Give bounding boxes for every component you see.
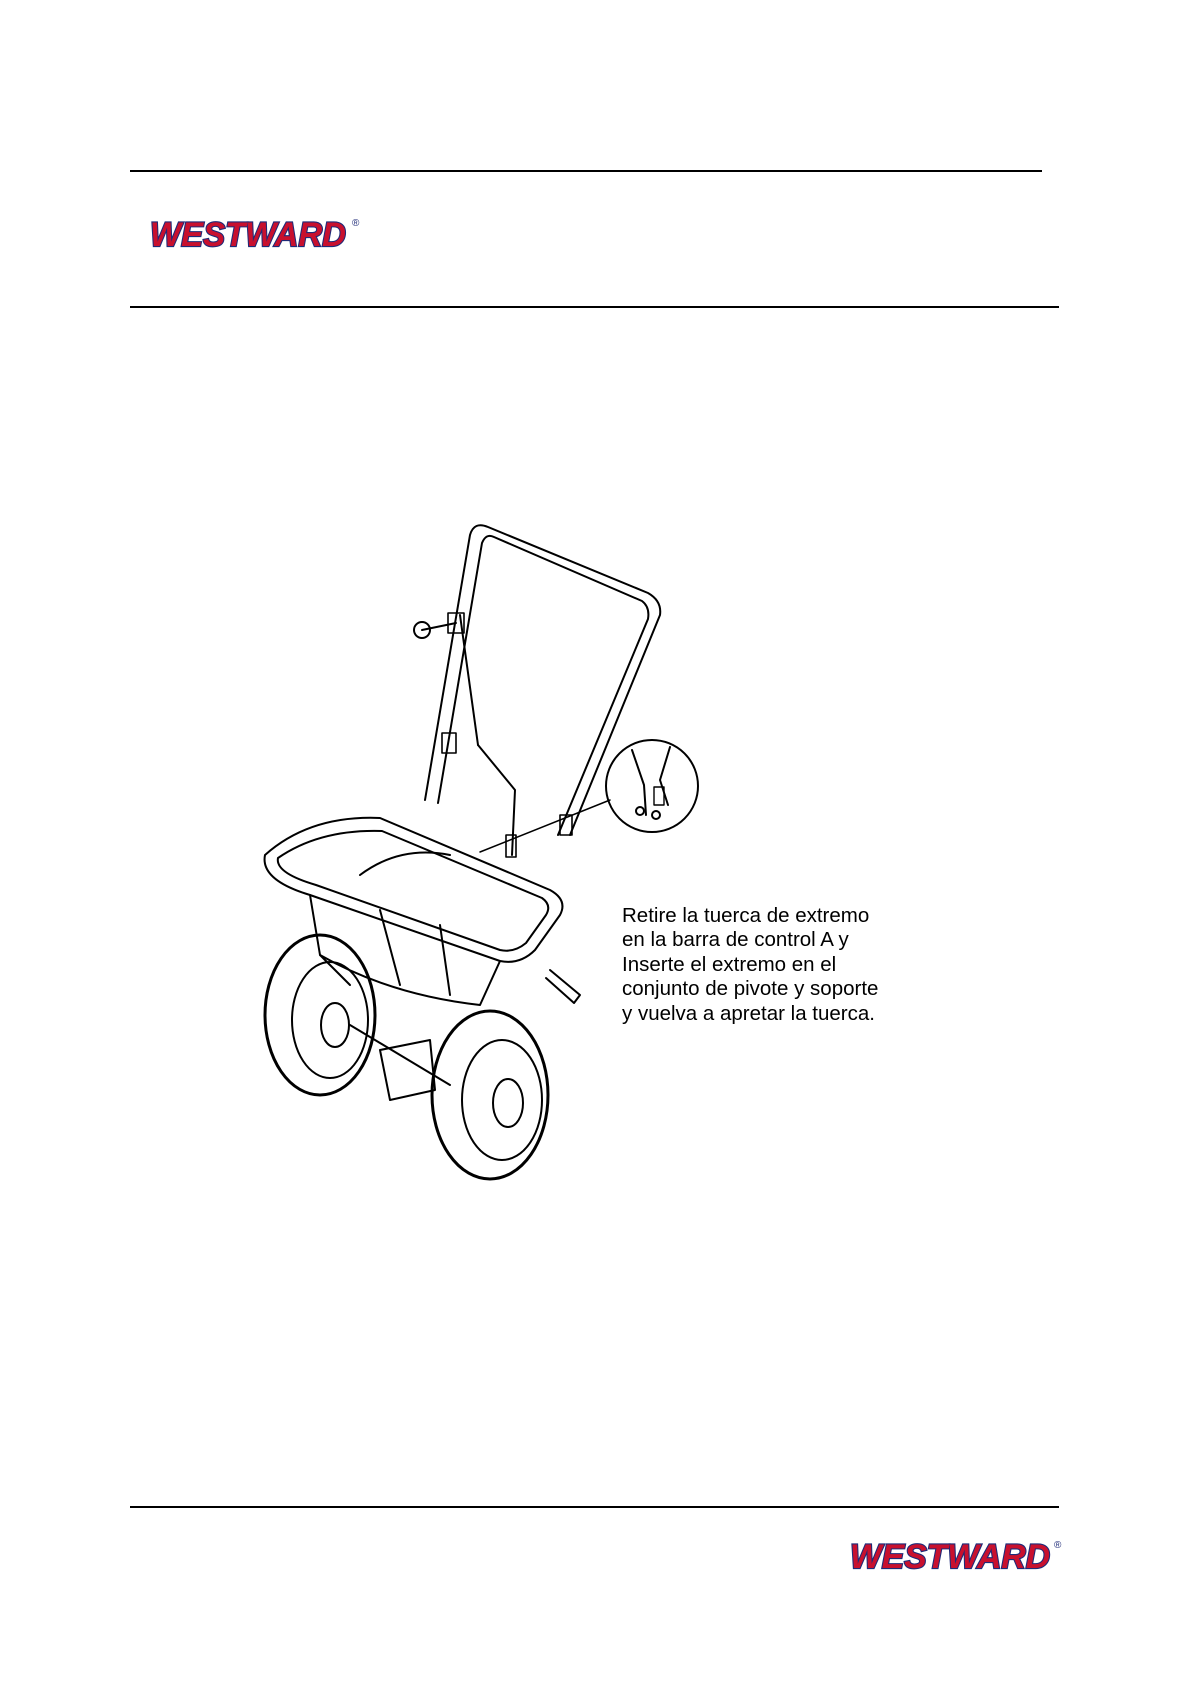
caption-line: conjunto de pivote y soporte	[622, 977, 879, 1001]
westward-logo-footer	[846, 1532, 1068, 1576]
instruction-caption	[622, 904, 922, 1026]
spreader-assembly-illustration	[250, 515, 910, 1195]
footer-logo-registered-mark: ®	[1054, 1540, 1062, 1551]
detail-leader-line	[480, 800, 610, 852]
footer-rule	[130, 1506, 1059, 1508]
caption-line: en la barra de control A y	[622, 928, 849, 952]
caption-line: y vuelva a apretar la tuerca.	[622, 1001, 875, 1025]
header-top-rule	[130, 170, 1042, 172]
handle-frame	[425, 525, 660, 835]
header-logo-registered-mark: ®	[352, 218, 360, 229]
detail-inset-circle	[606, 740, 698, 832]
header-logo-text: WESTWARD	[150, 216, 346, 254]
control-rod	[414, 613, 572, 857]
header-bottom-rule	[130, 306, 1059, 308]
caption-line: Retire la tuerca de extremo	[622, 904, 870, 927]
footer-logo-text: WESTWARD	[850, 1538, 1050, 1576]
westward-logo-header	[146, 210, 368, 254]
right-wheel	[432, 1011, 548, 1179]
hopper	[265, 818, 563, 1005]
left-wheel	[265, 935, 375, 1095]
caption-line: Inserte el extremo en el	[622, 952, 837, 976]
